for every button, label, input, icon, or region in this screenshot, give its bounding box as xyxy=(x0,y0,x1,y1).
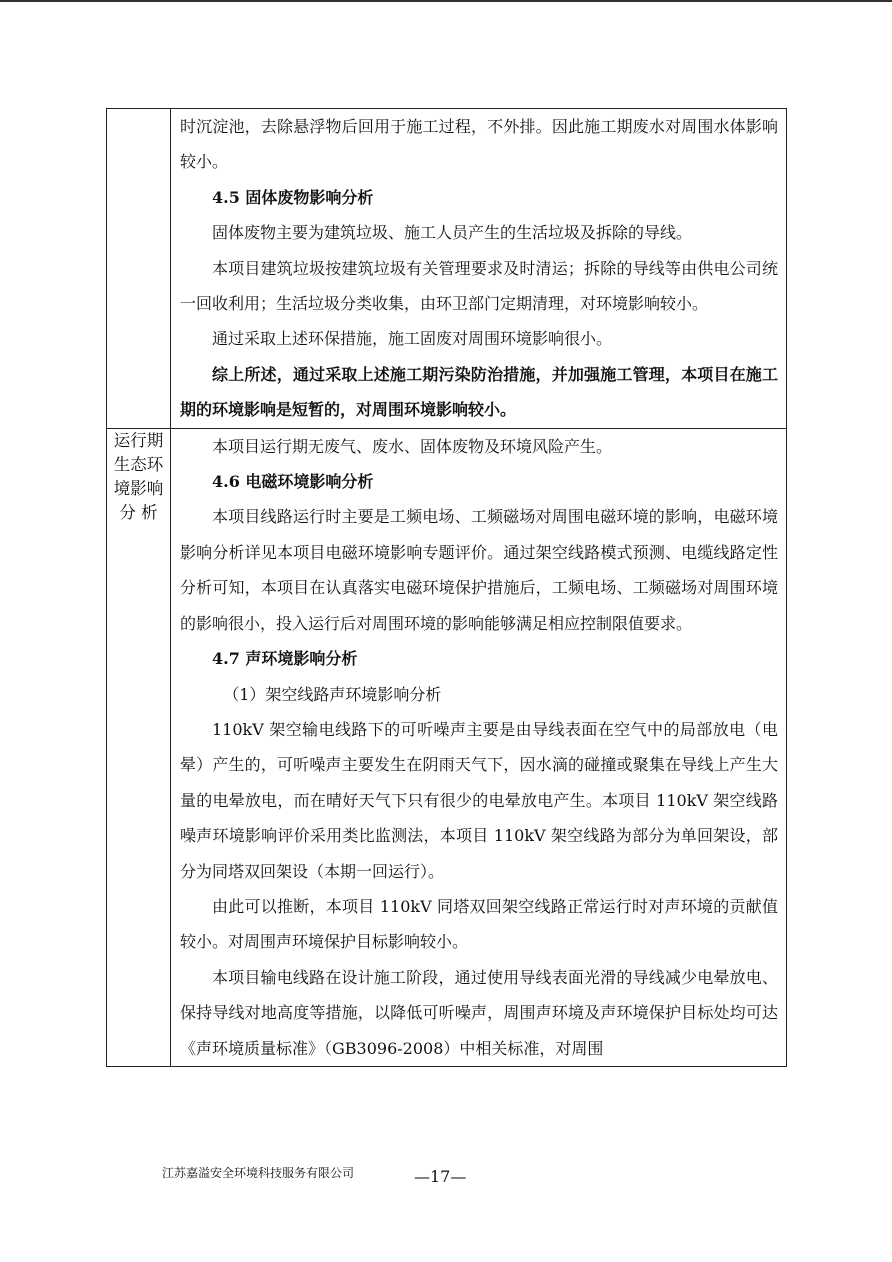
construction-paragraph-1: 时沉淀池，去除悬浮物后回用于施工过程，不外排。因此施工期废水对周围水体影响较小。 xyxy=(180,117,778,172)
assessment-table xyxy=(106,108,787,1067)
operation-label-line: 生态环 xyxy=(113,454,164,474)
section-heading-4-7: 4.7 声环境影响分析 xyxy=(212,649,358,669)
operation-label-line: 运行期 xyxy=(113,430,164,450)
construction-content-cell xyxy=(171,109,787,429)
operation-label-line: 分 析 xyxy=(119,502,158,522)
operation-paragraph-3: 110kV 架空输电线路下的可听噪声主要是由导线表面在空气中的局部放电（电晕）产生的，可听噪声主要发生在阴雨天气下，因水滴的碰撞或聚集在导线上产生大量的电晕放电，而在晴好天气下只有很少的电晕放电产生。本项目 110kV 架空线路噪声环境影响评价采用类比监测法，本项目 110kV 架空线路为部分为单回架设，部分为同塔双回架设（本期一回运行）。 xyxy=(180,719,778,881)
page-footer xyxy=(0,1163,892,1193)
construction-label-cell xyxy=(107,109,171,429)
company-name: 江苏嘉溢安全环境科技服务有限公司 xyxy=(162,1166,355,1180)
operation-content-cell xyxy=(171,428,787,1066)
construction-paragraph-3: 本项目建筑垃圾按建筑垃圾有关管理要求及时清运；拆除的导线等由供电公司统一回收利用；生活垃圾分类收集，由环卫部门定期清理，对环境影响较小。 xyxy=(180,258,778,314)
operation-row xyxy=(107,428,787,1066)
subsection-heading-1: （1）架空线路声环境影响分析 xyxy=(223,684,442,704)
section-heading-4-5: 4.5 固体废物影响分析 xyxy=(212,187,374,207)
operation-label-cell xyxy=(107,428,171,1066)
operation-paragraph-1: 本项目运行期无废气、废水、固体废物及环境风险产生。 xyxy=(212,436,613,456)
operation-label-line: 境影响 xyxy=(113,478,164,498)
top-border-line xyxy=(0,0,892,2)
operation-paragraph-4: 由此可以推断，本项目 110kV 同塔双回架空线路正常运行时对声环境的贡献值较小。对周围声环境保护目标影响较小。 xyxy=(180,896,778,952)
construction-summary: 综上所述，通过采取上述施工期污染防治措施，并加强施工管理，本项目在施工期的环境影响是短暂的，对周围环境影响较小。 xyxy=(180,364,778,420)
section-heading-4-6: 4.6 电磁环境影响分析 xyxy=(212,472,374,492)
operation-paragraph-2: 本项目线路运行时主要是工频电场、工频磁场对周围电磁环境的影响，电磁环境影响分析详见本项目电磁环境影响专题评价。通过架空线路模式预测、电缆线路定性分析可知，本项目在认真落实电磁环境保护措施后，工频电场、工频磁场对周围环境的影响很小，投入运行后对周围环境的影响能够满足相应控制限值要求。 xyxy=(180,507,778,633)
construction-paragraph-2: 固体废物主要为建筑垃圾、施工人员产生的生活垃圾及拆除的导线。 xyxy=(212,223,693,243)
construction-row xyxy=(107,109,787,429)
operation-paragraph-5: 本项目输电线路在设计施工阶段，通过使用导线表面光滑的导线减少电晕放电、保持导线对地高度等措施，以降低可听噪声，周围声环境及声环境保护目标处均可达《声环境质量标准》（GB3096-2008）中相关标准，对周围 xyxy=(180,967,778,1058)
construction-paragraph-4: 通过采取上述环保措施，施工固废对周围环境影响很小。 xyxy=(212,329,613,349)
page-number: —17— xyxy=(414,1167,467,1186)
